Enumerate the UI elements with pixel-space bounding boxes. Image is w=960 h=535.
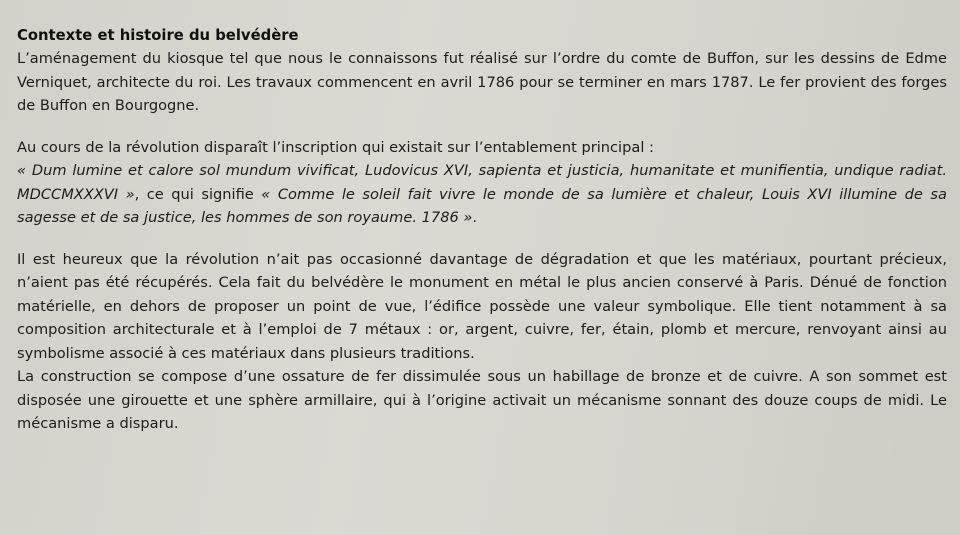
inscription-latin: « Dum lumine et calore sol mundum vivificat, Ludovicus XVI, sapienta et justicia, humanitate et munifientia, undique radiat. MDCCMXXXVI »	[17, 162, 947, 203]
paragraph-history: L’aménagement du kiosque tel que nous le connaissons fut réalisé sur l’ordre du comte de Buffon, sur les dessins de Edme Verniquet, architecte du roi. Les travaux commencent en avril 1786 pour se terminer en mars 1787. Le fer provient des forges de Buffon en Bourgogne.	[17, 50, 947, 114]
paragraph-construction: La construction se compose d’une ossature de fer dissimulée sous un habillage de bronze et de cuivre. A son sommet est disposée une girouette et une sphère armillaire, qui à l’origine activait un mécanisme sonnant des douze coups de midi. Le mécanisme a disparu.	[17, 368, 947, 432]
inscription-intro: Au cours de la révolution disparaît l’inscription qui existait sur l’entablement principal :	[17, 138, 654, 156]
inscription-end: .	[472, 209, 478, 226]
text-panel	[17, 24, 947, 436]
paragraph-inscription	[17, 136, 947, 230]
inscription-connector: , ce qui signifie	[134, 185, 262, 203]
panel-heading: Contexte et histoire du belvédère	[17, 27, 299, 44]
paragraph-significance: Il est heureux que la révolution n’ait pas occasionné davantage de dégradation et que les matériaux, pourtant précieux, n’aient pas été récupérés. Cela fait du belvédère le monument en métal le plus ancien conservé à Paris. Dénué de fonction matérielle, en dehors de proposer un point de vue, l’édifice possède une valeur symbolique. Elle tient notamment à sa composition architecturale et à l’emploi de 7 métaux : or, argent, cuivre, fer, étain, plomb et mercure, renvoyant ainsi au symbolisme associé à ces matériaux dans plusieurs traditions.	[17, 250, 947, 362]
inscription-translation: « Comme le soleil fait vivre le monde de sa lumière et chaleur, Louis XVI illumine de sa sagesse et de sa justice, les hommes de son royaume. 1786 »	[17, 185, 947, 226]
